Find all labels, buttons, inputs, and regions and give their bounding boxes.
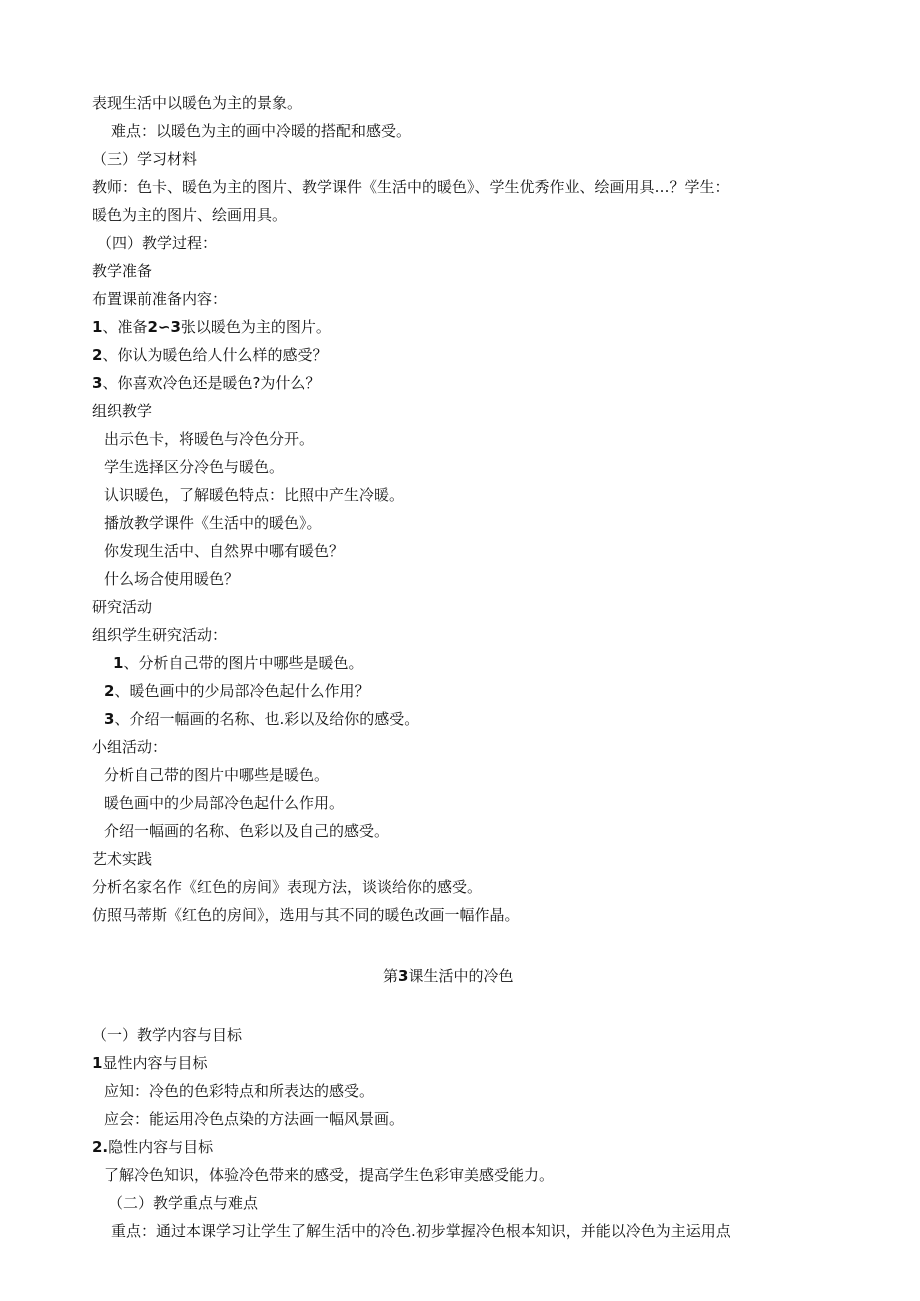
text-line: 应会：能运用冷色点染的方法画一幅风景画。 (104, 1110, 405, 1128)
subheading: 艺术实践 (92, 850, 153, 868)
text-line: 暖色画中的少局部冷色起什么作用。 (104, 794, 345, 812)
text-line: 教师：色卡、暖色为主的图片、教学课件《生活中的暖色》、学生优秀作业、绘画用具…？学生： (92, 178, 730, 196)
text-line: 表现生活中以暖色为主的景象。 (92, 94, 303, 112)
subheading: 研究活动 (92, 598, 153, 616)
subheading: 组织教学 (92, 402, 153, 420)
subheading: 小组活动： (92, 738, 168, 756)
section-heading: （三）学习材料 (92, 150, 198, 168)
section-heading: （一）教学内容与目标 (92, 1026, 243, 1044)
text-line: 暖色为主的图片、绘画用具。 (92, 206, 288, 224)
text-line: 布置课前准备内容： (92, 290, 228, 308)
text-line: 学生选择区分冷色与暖色。 (104, 458, 285, 476)
text-line: 介绍一幅画的名称、色彩以及自己的感受。 (104, 822, 390, 840)
text-line: 什么场合使用暖色？ (104, 570, 240, 588)
text-line: 了解冷色知识，体验冷色带来的感受，提高学生色彩审美感受能力。 (104, 1166, 555, 1184)
text-line: 你发现生活中、自然界中哪有暖色？ (104, 542, 345, 560)
text-line: 组织学生研究活动： (92, 626, 228, 644)
text-line: 仿照马蒂斯《红色的房间》，选用与其不同的暖色改画一幅作晶。 (92, 906, 520, 924)
numbered-item: 3、你喜欢冷色还是暖色?为什么？ (92, 374, 321, 392)
subheading: 1显性内容与目标 (92, 1054, 208, 1072)
lesson-title: 第3课生活中的冷色 (383, 967, 514, 985)
text-line: 分析自己带的图片中哪些是暖色。 (104, 766, 330, 784)
numbered-item: 2、暖色画中的少局部冷色起什么作用？ (104, 682, 370, 700)
numbered-item: 3、介绍一幅画的名称、也.彩以及给你的感受。 (104, 710, 420, 728)
subheading: 2.隐性内容与目标 (92, 1138, 214, 1156)
numbered-item: 1、分析自己带的图片中哪些是暖色。 (113, 654, 364, 672)
text-line: 出示色卡，将暖色与冷色分开。 (104, 430, 315, 448)
section-heading: （四）教学过程： (97, 234, 218, 252)
text-line: 分析名家名作《红色的房间》表现方法，谈谈给你的感受。 (92, 878, 483, 896)
text-line: 播放教学课件《生活中的暖色》。 (104, 514, 322, 532)
text-line: 认识暖色，了解暖色特点：比照中产生冷暖。 (104, 486, 405, 504)
text-line: 难点：以暖色为主的画中冷暖的搭配和感受。 (111, 122, 412, 140)
section-heading: （二）教学重点与难点 (108, 1194, 259, 1212)
numbered-item: 1、准备2∽3张以暖色为主的图片。 (92, 318, 331, 336)
text-line: 重点：通过本课学习让学生了解生活中的冷色.初步掌握冷色根本知识，并能以冷色为主运用点 (111, 1222, 731, 1240)
numbered-item: 2、你认为暖色给人什么样的感受？ (92, 346, 328, 364)
text-line: 应知：冷色的色彩特点和所表达的感受。 (104, 1082, 375, 1100)
subheading: 教学准备 (92, 262, 153, 280)
